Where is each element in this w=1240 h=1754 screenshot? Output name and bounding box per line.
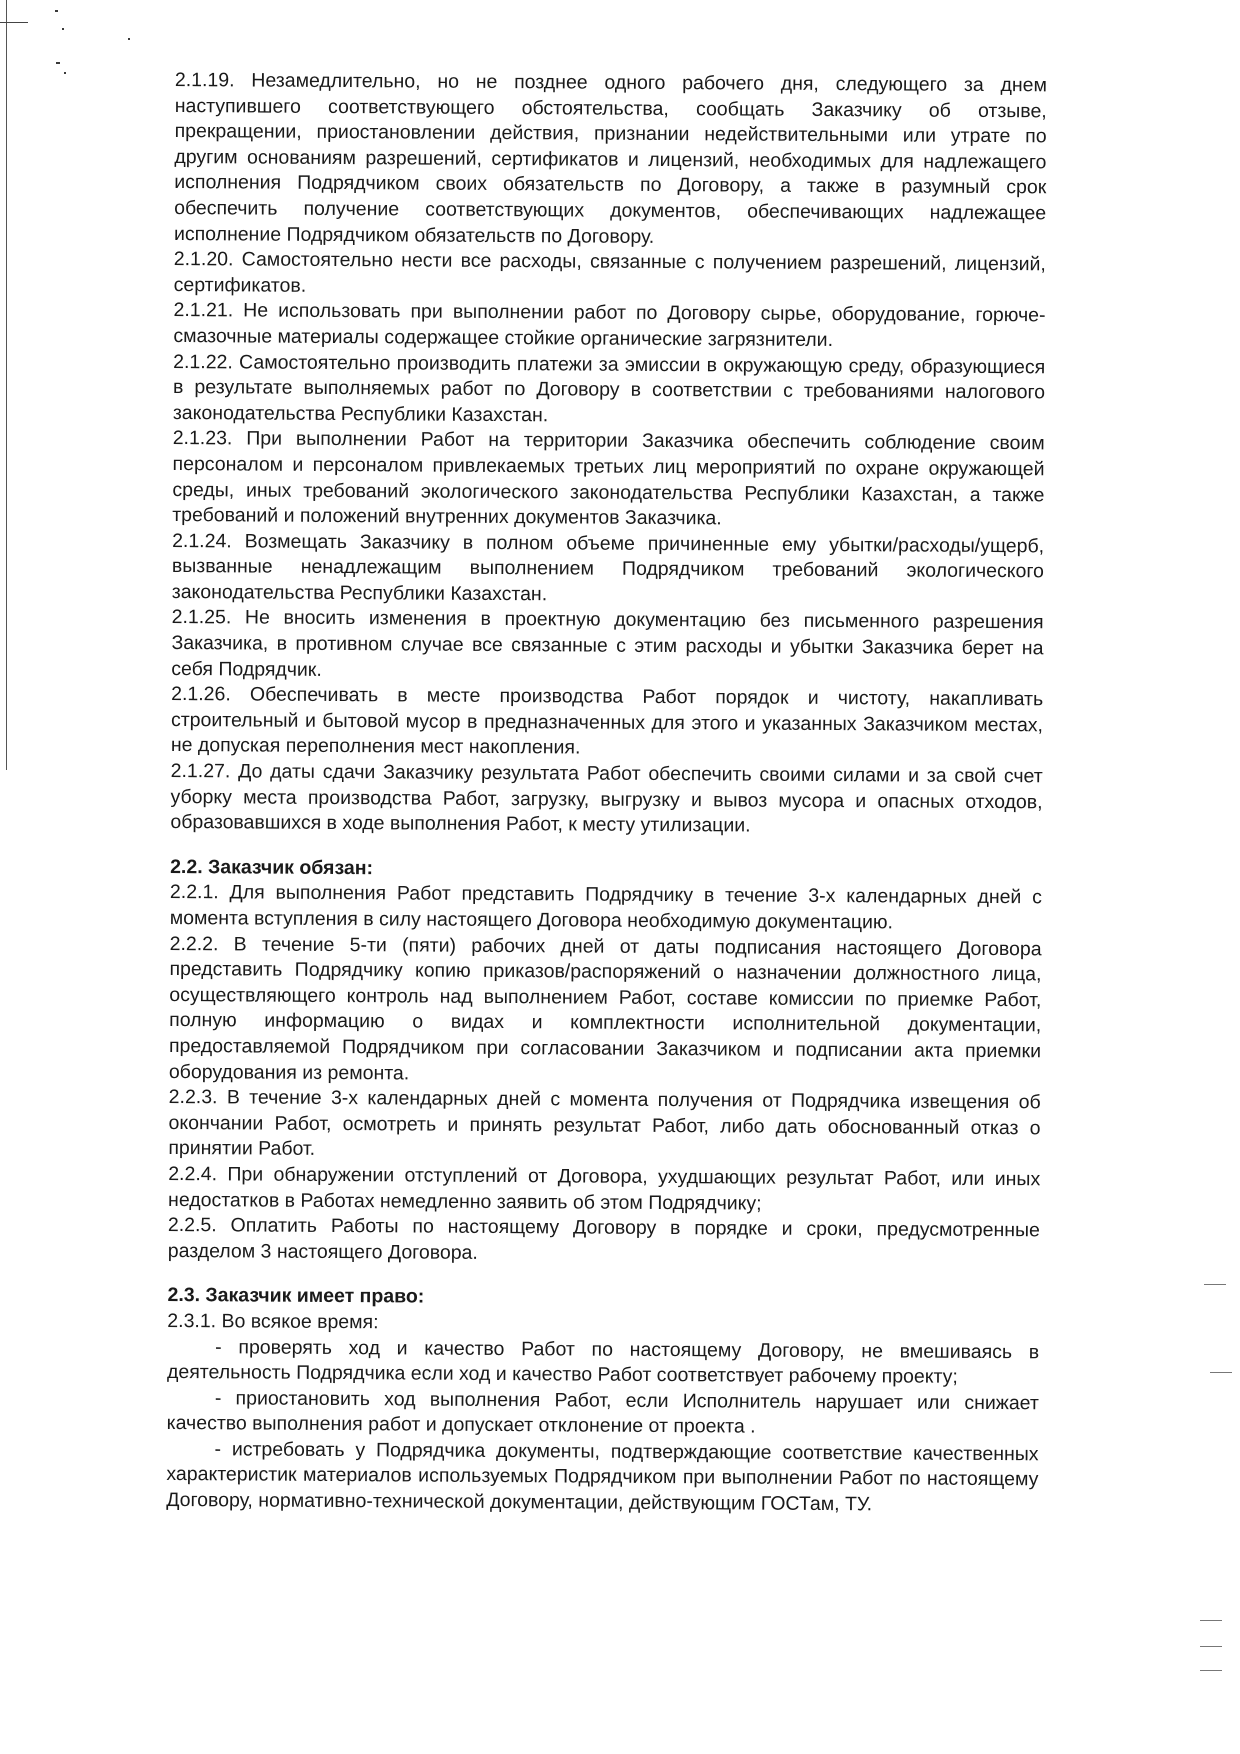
document-body	[166, 68, 1047, 1519]
list-item: - приостановить ход выполнения Работ, если Исполнитель нарушает или снижает качество выполнения работ и допускает отклонение от проекта .	[166, 1386, 1039, 1438]
clause-2-1-19: 2.1.19. Незамедлительно, но не позднее одного рабочего дня, следующего за днем наступившего соответствующего обстоятельства, сообщать Заказчику об отзыве, прекращении, приостановлении действия, признании недействительными или утрате по другим основаниям разрешений, сертификатов и лицензий, необходимых для надлежащего исполнения Подрядчиком своих обязательств по Договору, а также в разумный срок обеспечить получение соответствующих документов, обеспечивающих надлежащее исполнение Подрядчиком обязательств по Договору.	[173, 68, 1047, 248]
scan-speck	[128, 38, 130, 40]
clause-2-1-23: 2.1.23. При выполнении Работ на территории Заказчика обеспечить соблюдение своим персоналом и персоналом привлекаемых третьих лиц мероприятий по охране окружающей среды, иных требований экологического законодательства Республики Казахстан, а также требований и положений внутренних документов Заказчика.	[172, 427, 1045, 530]
scan-dash	[1210, 1372, 1232, 1373]
scan-dash	[1200, 1620, 1222, 1621]
scan-speck	[62, 28, 64, 30]
scan-dash	[1200, 1670, 1222, 1671]
scan-dash	[1200, 1646, 1222, 1647]
clauses-2-1	[170, 68, 1047, 841]
scan-speck	[56, 62, 60, 64]
clause-2-1-27: 2.1.27. До даты сдачи Заказчику результата Работ обеспечить своими силами и за свой счет уборку места производства Работ, загрузку, выгрузку и вывоз мусора и опасных отходов, образовавшихся в ходе выполнения Работ, к месту утилизации.	[170, 760, 1043, 837]
clause-2-1-20: 2.1.20. Самостоятельно нести все расходы, связанные с получением разрешений, лицензий, сертификатов.	[173, 248, 1046, 297]
clause-2-1-21: 2.1.21. Не использовать при выполнении работ по Договору сырье, оборудование, горюче-смазочные материалы содержащее стойкие органические загрязнители.	[173, 299, 1046, 351]
clause-2-2-5: 2.2.5. Оплатить Работы по настоящему Договору в порядке и сроки, предусмотренные разделом 3 настоящего Договора.	[167, 1214, 1040, 1264]
clause-2-1-26: 2.1.26. Обеспечивать в месте производства Работ порядок и чистоту, накапливать строительный и бытовой мусор в предназначенных для этого и указанных Заказчиком местах, не допуская переполнения мест накопления.	[170, 683, 1044, 759]
clause-2-2-2: 2.2.2. В течение 5-ти (пяти) рабочих дней от даты подписания настоящего Договора представить Подрядчику копию приказов/распоряжений о назначении должностного лица, осуществляющего контроль над выполнением Работ, составе комиссии по приемке Работ, полную информацию о видах и комплектности исполнительной документации, предоставляемой Подрядчиком при согласовании Заказчиком и подписании акта приемки оборудования из ремонта.	[168, 932, 1042, 1085]
clause-2-1-24: 2.1.24. Возмещать Заказчику в полном объеме причиненные ему убытки/расходы/ущерб, вызванные ненадлежащим выполнением Подрядчиком требований экологического законодательства Республики Казахстан.	[171, 529, 1045, 606]
scan-speck	[64, 72, 66, 74]
clause-2-2-1: 2.2.1. Для выполнения Работ представить Подрядчику в течение 3-х календарных дней с момента вступления в силу настоящего Договора необходимую документацию.	[169, 881, 1043, 934]
section-heading-2-2: 2.2. Заказчик обязан:	[170, 855, 374, 880]
scan-margin-line	[6, 0, 7, 770]
clause-2-1-25: 2.1.25. Не вносить изменения в проектную документацию без письменного разрешения Заказчика, в противном случае все связанные с этим расходы и убытки Заказчика берет на себя Подрядчик.	[171, 606, 1044, 681]
section-2-3	[166, 1283, 1039, 1519]
list-item: - проверять ход и качество Работ по настоящему Договору, не вмешиваясь в деятельность Подрядчика если ход и качество Работ соответствует рабочему проекту;	[166, 1335, 1040, 1388]
clause-2-2-4: 2.2.4. При обнаружении отступлений от Договора, ухудшающих результат Работ, или иных недостатков в Работах немедленно заявить об этом Подрядчику;	[168, 1162, 1041, 1215]
section-2-2	[168, 855, 1042, 1270]
scan-dash	[1204, 1284, 1226, 1285]
list-item: - истребовать у Подрядчика документы, подтверждающие соответствие качественных характеристик материалов используемых Подрядчиком при выполнении Работ по настоящему Договору, нормативно-технической документации, действующим ГОСТам, ТУ.	[166, 1438, 1039, 1516]
section-heading-2-3: 2.3. Заказчик имеет право:	[167, 1284, 425, 1308]
clause-2-2-3: 2.2.3. В течение 3-х календарных дней с момента получения от Подрядчика извещения об окончании Работ, осмотреть и принять результат Работ, либо дать обоснованный отказ о принятии Работ.	[168, 1086, 1041, 1161]
clause-2-1-22: 2.1.22. Самостоятельно производить платежи за эмиссии в окружающую среду, образующиеся в результате выполняемых работ по Договору в соответствии с требованиями налогового законодательства Республики Казахстан.	[172, 350, 1046, 427]
clause-2-3-1: 2.3.1. Во всякое время:	[167, 1309, 379, 1334]
scan-margin-tick	[0, 22, 28, 23]
scan-speck	[55, 10, 58, 12]
